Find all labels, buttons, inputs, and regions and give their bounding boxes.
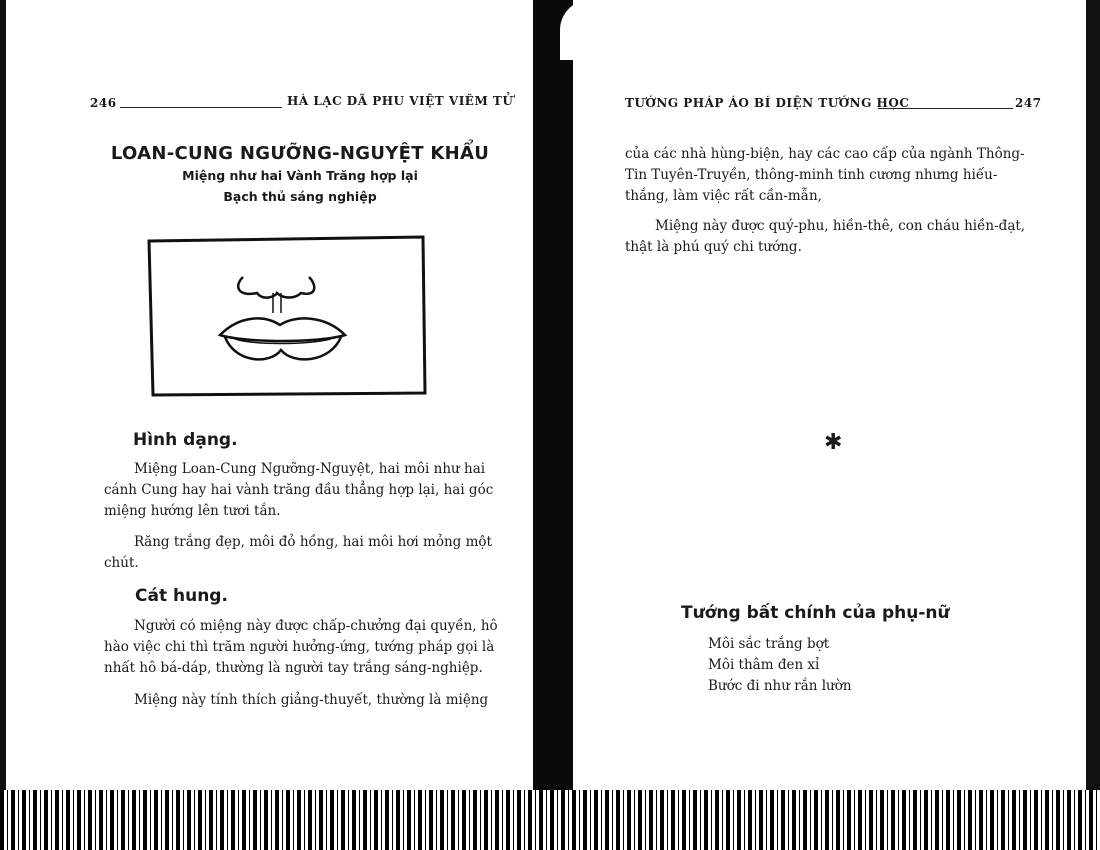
ornament-star-icon: ✱	[824, 430, 843, 455]
text-line: thắng, làm việc rất cần-mẫn,	[625, 188, 822, 204]
text-line: hào việc chi thì trăm người hưởng-ứng, tướng pháp gọi là	[104, 639, 495, 655]
list-item: Môi thâm đen xỉ	[708, 657, 820, 673]
text-line: của các nhà hùng-biện, hay các cao cấp của ngành Thông-	[625, 146, 1025, 162]
list-item: Môi sắc trắng bợt	[708, 636, 830, 652]
box-list	[708, 634, 1008, 697]
chapter-title: LOAN-CUNG NGƯỠNG-NGUYỆT KHẨU	[110, 143, 490, 164]
section-shape-paragraph	[104, 459, 514, 522]
chapter-subtitle: Miệng như hai Vành Trăng hợp lại	[182, 168, 418, 183]
section-heading-shape: Hình dạng.	[133, 430, 238, 450]
text-line: Tin Tuyên-Truyền, thông-minh tinh cương nhưng hiếu-	[625, 167, 998, 183]
running-header: TƯỚNG PHÁP ÁO BÍ DIỆN TƯỚNG HỌC	[625, 96, 910, 110]
header-rule	[120, 107, 282, 108]
page-number: 246	[90, 96, 117, 110]
text-line: miệng hướng lên tươi tắn.	[104, 503, 281, 519]
page-number: 247	[1015, 96, 1042, 110]
text-line: Người có miệng này được chấp-chưởng đại quyền, hô	[134, 618, 498, 634]
continued-paragraph	[625, 144, 1040, 207]
paragraph	[625, 216, 1040, 258]
text-line: Miệng Loan-Cung Ngưỡng-Nguyệt, hai môi như hai	[134, 461, 486, 477]
text-line: Miệng này tính thích giảng-thuyết, thường là miệng	[134, 692, 489, 708]
chapter-subtitle-2: Bạch thủ sáng nghiệp	[223, 189, 377, 204]
box-heading: Tướng bất chính của phụ-nữ	[681, 603, 950, 623]
list-item: Bước đi như rắn lườn	[708, 678, 852, 694]
text-line: chút.	[104, 555, 139, 571]
book-spine-shadow	[533, 0, 573, 790]
mouth-illustration	[145, 235, 430, 400]
section-shape-paragraph-2	[104, 532, 514, 574]
header-rule	[878, 108, 1013, 109]
text-line: thật là phú quý chi tướng.	[625, 239, 802, 255]
text-line: nhất hô bá-dáp, thường là người tay trắng sáng-nghiệp.	[104, 660, 483, 676]
scan-bottom-stripes	[0, 790, 1100, 850]
text-line: Miệng này được quý-phu, hiền-thê, con cháu hiền-đạt,	[655, 218, 1026, 234]
running-header: HÀ LẠC DÃ PHU VIỆT VIÊM TỬ	[287, 94, 514, 108]
right-page	[573, 0, 1086, 790]
scan-right-edge	[1086, 0, 1100, 790]
left-page	[0, 0, 533, 790]
text-line: Răng trắng đẹp, môi đỏ hồng, hai môi hơi mỏng một	[134, 534, 492, 550]
text-line: cánh Cung hay hai vành trăng đầu thẳng hợp lại, hai góc	[104, 482, 494, 498]
section-fortune-paragraph	[104, 616, 514, 679]
section-heading-fortune: Cát hung.	[135, 586, 228, 606]
